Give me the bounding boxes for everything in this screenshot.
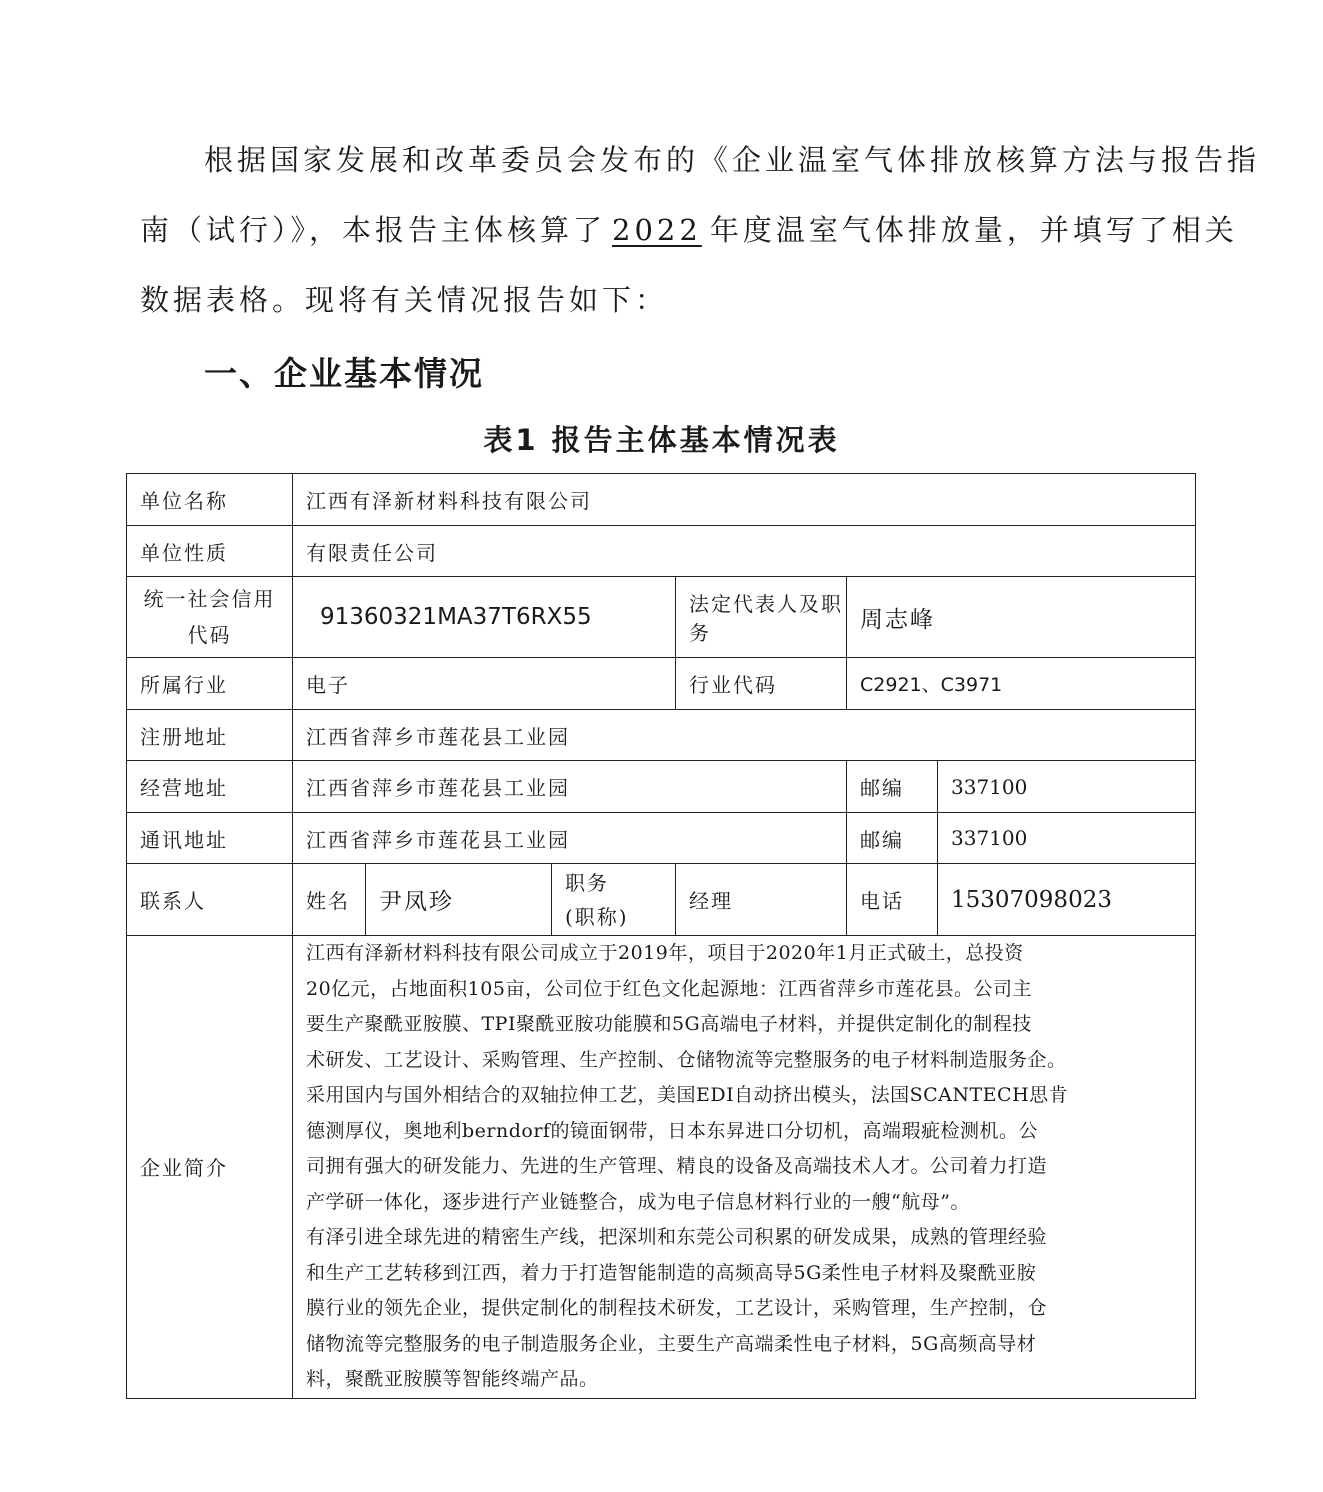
profile-line: 术研发、工艺设计、采购管理、生产控制、仓储物流等完整服务的电子材料制造服务企。 [306,1048,1067,1071]
row-unit-name [127,474,1196,526]
unit-name-label: 单位名称 [127,474,293,526]
industry-value: 电子 [293,658,676,710]
profile-line: 产学研一体化，逐步进行产业链整合，成为电子信息材料行业的一艘“航母”。 [306,1190,970,1213]
unit-name-value: 江西有泽新材料科技有限公司 [293,474,1196,526]
credit-code-label-line-2: 代码 [187,623,232,647]
unit-nature-label: 单位性质 [127,526,293,577]
report-year: 2022 [612,213,702,247]
contact-name-value: 尹凤珍 [366,864,552,936]
position-value: 经理 [676,864,847,936]
profile-line: 膜行业的领先企业，提供定制化的制程技术研发，工艺设计，采购管理，生产控制，仓 [306,1297,1048,1319]
credit-code-label-line-1: 统一社会信用 [143,587,276,611]
credit-code-value: 91360321MA37T6RX55 [293,577,676,658]
mail-address-label: 通讯地址 [127,813,293,864]
row-credit-code [127,577,1196,658]
intro-line-1: 根据国家发展和改革委员会发布的《企业温室气体排放核算方法与报告指 [204,143,1261,177]
profile-line: 储物流等完整服务的电子制造服务企业，主要生产高端柔性电子材料，5G高频高导材 [306,1332,1037,1355]
industry-label: 所属行业 [127,658,293,710]
legal-rep-label: 法定代表人及职务 [676,577,847,658]
reg-address-value: 江西省萍乡市莲花县工业园 [293,710,1196,761]
industry-code-value: C2921、C3971 [847,658,1196,710]
biz-postcode-value: 337100 [938,761,1196,813]
profile-line: 料，聚酰亚胺膜等智能终端产品。 [306,1368,599,1390]
intro-line-2 [140,210,1238,250]
row-biz-address [127,761,1196,813]
mail-address-value: 江西省萍乡市莲花县工业园 [293,813,847,864]
table-caption: 表1 报告主体基本情况表 [483,423,840,457]
profile-line: 司拥有强大的研发能力、先进的生产管理、精良的设备及高端技术人才。公司着力打造 [306,1155,1048,1177]
position-label [552,864,676,936]
industry-code-label: 行业代码 [676,658,847,710]
phone-value: 15307098023 [938,864,1196,936]
profile-label: 企业简介 [127,936,293,1399]
mail-postcode-label: 邮编 [847,813,938,864]
row-profile [127,936,1196,1399]
profile-line: 20亿元，占地面积105亩，公司位于红色文化起源地：江西省萍乡市莲花县。公司主 [306,977,1032,1000]
position-label-line-2: (职称) [565,904,629,929]
row-contact [127,864,1196,936]
reg-address-label: 注册地址 [127,710,293,761]
row-industry [127,658,1196,710]
profile-line: 和生产工艺转移到江西，着力于打造智能制造的高频高导5G柔性电子材料及聚酰亚胺 [306,1261,1037,1284]
profile-line: 江西有泽新材料科技有限公司成立于2019年，项目于2020年1月正式破土，总投资 [306,942,1024,964]
section-heading: 一、企业基本情况 [204,354,484,393]
legal-rep-value: 周志峰 [847,577,1196,658]
row-unit-nature [127,526,1196,577]
intro-line-2-after: 年度温室气体排放量，并填写了相关 [709,213,1238,247]
row-reg-address [127,710,1196,761]
profile-text [293,936,1196,1399]
profile-line: 德测厚仪，奥地利berndorf的镜面钢带，日本东昇进口分切机，高端瑕疵检测机。公 [306,1119,1038,1142]
unit-nature-value: 有限责任公司 [293,526,1196,577]
mail-postcode-value: 337100 [938,813,1196,864]
credit-code-label [127,577,293,658]
biz-address-value: 江西省萍乡市莲花县工业园 [293,761,847,813]
row-mail-address [127,813,1196,864]
biz-postcode-label: 邮编 [847,761,938,813]
profile-line: 要生产聚酰亚胺膜、TPI聚酰亚胺功能膜和5G高端电子材料，并提供定制化的制程技 [306,1013,1032,1035]
contact-label: 联系人 [127,864,293,936]
contact-name-label: 姓名 [293,864,366,936]
profile-line: 采用国内与国外相结合的双轴拉伸工艺，美国EDI自动挤出模头，法国SCANTECH思肯 [306,1084,1069,1106]
intro-line-3: 数据表格。现将有关情况报告如下： [140,283,669,317]
phone-label: 电话 [847,864,938,936]
intro-line-2-before: 南（试行）》，本报告主体核算了 [140,213,607,247]
position-label-line-1: 职务 [565,870,609,895]
biz-address-label: 经营地址 [127,761,293,813]
basic-info-table [126,473,1196,1399]
profile-line: 有泽引进全球先进的精密生产线，把深圳和东莞公司积累的研发成果，成熟的管理经验 [306,1226,1048,1248]
